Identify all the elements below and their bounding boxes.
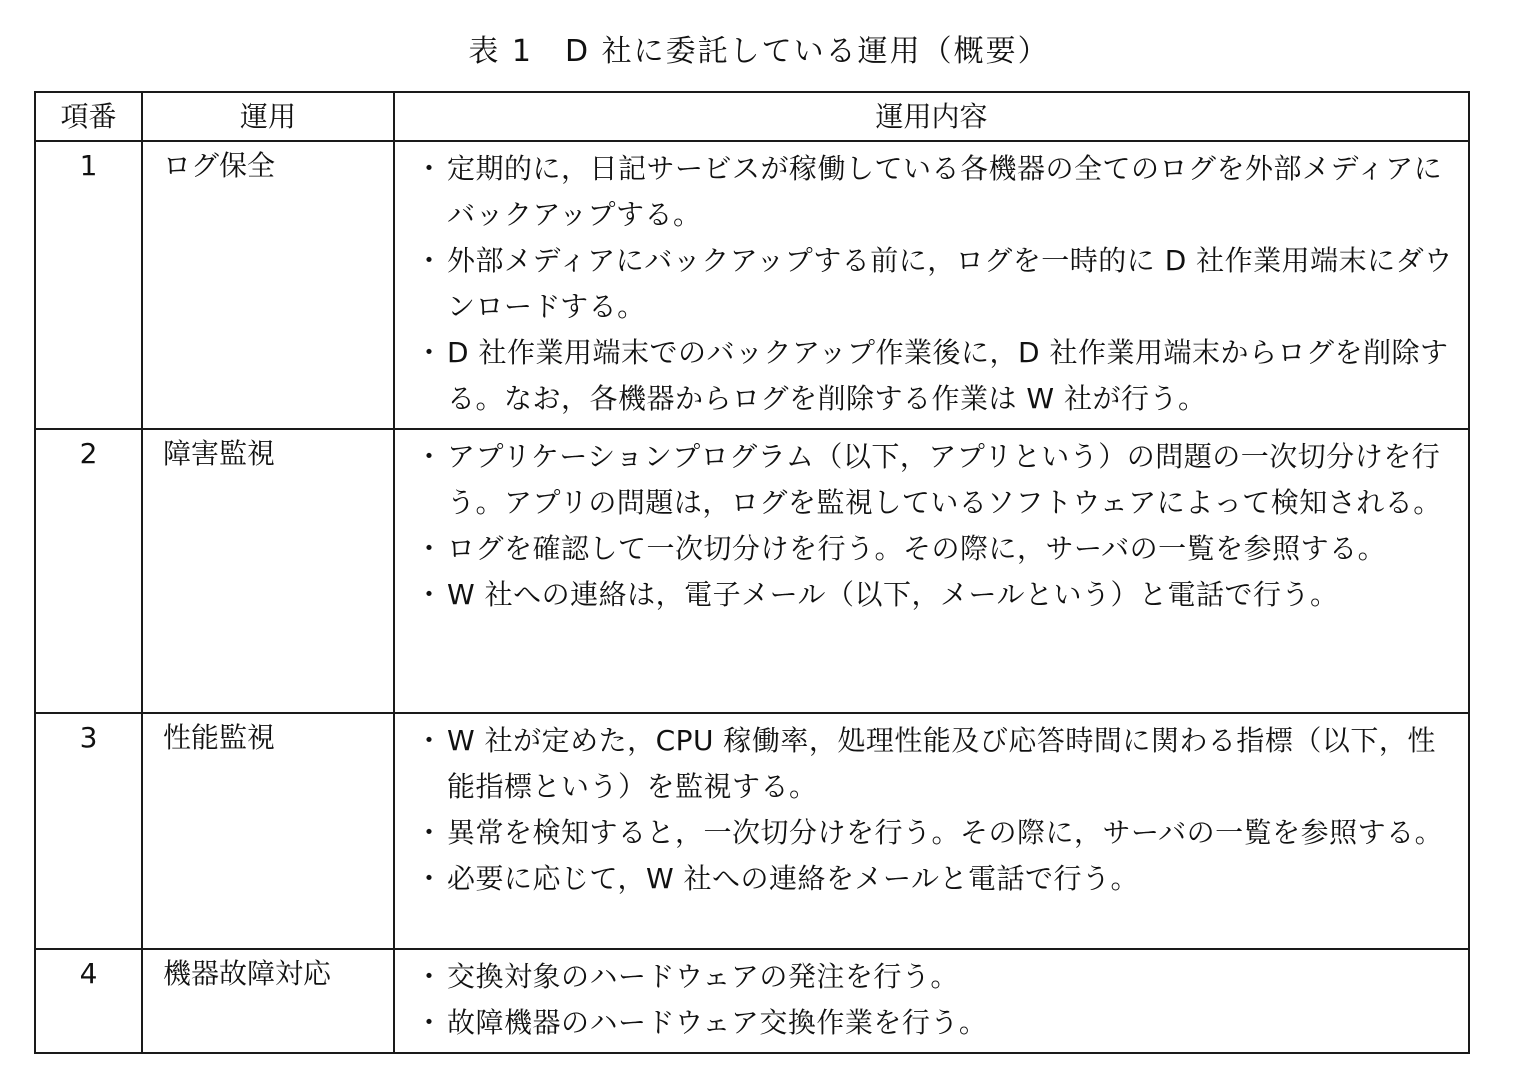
content-item: ・ 故障機器のハードウェア交換作業を行う。 bbox=[421, 1000, 1458, 1046]
content-item: ・ D 社作業用端末でのバックアップ作業後に，D 社作業用端末からログを削除する。なお，各機器からログを削除する作業は W 社が行う。 bbox=[421, 330, 1458, 422]
row-number: 3 bbox=[35, 713, 142, 949]
operation-name: 機器故障対応 bbox=[142, 949, 394, 1053]
table-row bbox=[35, 429, 1469, 713]
table-row bbox=[35, 713, 1469, 949]
table-caption: 表 1 D 社に委託している運用（概要） bbox=[468, 34, 1050, 69]
row-number: 4 bbox=[35, 949, 142, 1053]
content-item: ・ 外部メディアにバックアップする前に，ログを一時的に D 社作業用端末にダウンロードする。 bbox=[421, 238, 1458, 330]
row-number: 1 bbox=[35, 141, 142, 429]
operation-content bbox=[394, 713, 1469, 949]
row-number: 2 bbox=[35, 429, 142, 713]
table-row bbox=[35, 141, 1469, 429]
operation-name: 性能監視 bbox=[142, 713, 394, 949]
header-item-number: 項番 bbox=[35, 92, 142, 141]
operation-content bbox=[394, 141, 1469, 429]
header-operation: 運用 bbox=[142, 92, 394, 141]
operation-name: 障害監視 bbox=[142, 429, 394, 713]
content-item: ・ W 社への連絡は，電子メール（以下，メールという）と電話で行う。 bbox=[421, 572, 1458, 618]
header-row bbox=[35, 92, 1469, 141]
header-operation-content: 運用内容 bbox=[394, 92, 1469, 141]
content-item: ・ 異常を検知すると，一次切分けを行う。その際に，サーバの一覧を参照する。 bbox=[421, 810, 1458, 856]
table-row bbox=[35, 949, 1469, 1053]
content-item: ・ 交換対象のハードウェアの発注を行う。 bbox=[421, 954, 1458, 1000]
content-item: ・ 必要に応じて，W 社への連絡をメールと電話で行う。 bbox=[421, 856, 1458, 902]
operations-table bbox=[34, 91, 1470, 1054]
content-item: ・ W 社が定めた，CPU 稼働率，処理性能及び応答時間に関わる指標（以下，性能指標という）を監視する。 bbox=[421, 718, 1458, 810]
content-item: ・ 定期的に，日記サービスが稼働している各機器の全てのログを外部メディアにバックアップする。 bbox=[421, 146, 1458, 238]
operation-name: ログ保全 bbox=[142, 141, 394, 429]
operation-content bbox=[394, 429, 1469, 713]
content-item: ・ ログを確認して一次切分けを行う。その際に，サーバの一覧を参照する。 bbox=[421, 526, 1458, 572]
operation-content bbox=[394, 949, 1469, 1053]
content-item: ・ アプリケーションプログラム（以下，アプリという）の問題の一次切分けを行う。アプリの問題は，ログを監視しているソフトウェアによって検知される。 bbox=[421, 434, 1458, 526]
